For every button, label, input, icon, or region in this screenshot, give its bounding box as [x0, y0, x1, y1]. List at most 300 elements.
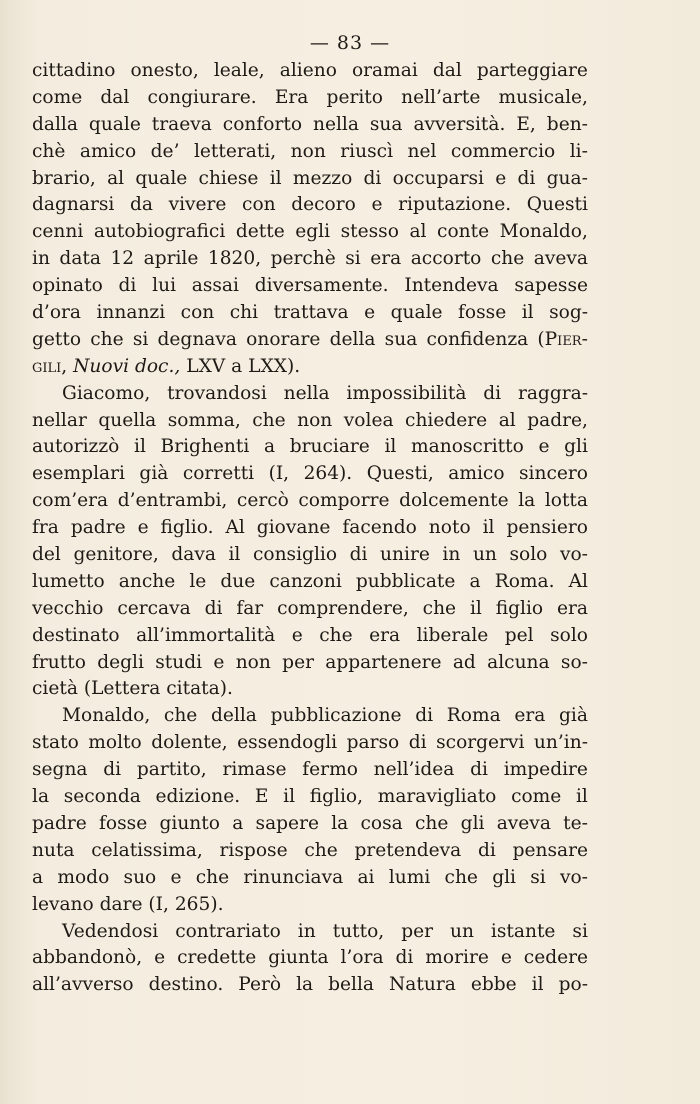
word: somma,: [167, 409, 241, 431]
text-line: [32, 327, 588, 354]
text-line: [32, 112, 588, 139]
text-line: [32, 676, 588, 703]
word: far: [236, 597, 264, 619]
word: Monaldo,: [62, 705, 151, 727]
word: seconda: [63, 786, 141, 808]
word: dagnarsi: [32, 194, 115, 216]
word: che: [304, 839, 338, 861]
text-line: [32, 246, 588, 273]
word: e: [137, 517, 149, 539]
word: suo: [123, 866, 157, 888]
word: nell’idea: [373, 759, 455, 781]
word: con: [242, 194, 276, 216]
word: autobiografici: [93, 221, 226, 243]
word: fosse: [458, 302, 507, 324]
word: data: [59, 248, 101, 270]
word: la: [518, 490, 536, 512]
word: di: [349, 544, 368, 566]
word: due: [220, 570, 256, 592]
word: parteggiare: [476, 60, 588, 81]
word: la: [32, 786, 50, 808]
word: che: [415, 812, 449, 834]
page-number: — 83 —: [309, 32, 391, 54]
word: liberale: [416, 624, 489, 646]
word: essendogli: [237, 732, 338, 754]
word: come: [511, 786, 562, 808]
text-line: [32, 865, 588, 892]
word: era: [370, 248, 402, 270]
word: all’avverso: [32, 974, 134, 996]
word: del: [32, 544, 61, 566]
word: gli: [564, 436, 588, 458]
text-line: [32, 569, 588, 596]
word: pensare: [512, 839, 588, 861]
word: il: [134, 436, 146, 458]
word: riputazione.: [398, 194, 512, 216]
word: di: [415, 705, 434, 727]
word: e: [538, 436, 550, 458]
text-line: [32, 703, 588, 730]
word: dolente,: [151, 732, 228, 754]
text-segment: Nuovi doc.,: [73, 355, 181, 377]
word: mezzo: [292, 167, 353, 189]
word: si: [345, 248, 361, 270]
word: il: [521, 302, 534, 324]
word: figlio,: [309, 786, 364, 808]
word: rispose: [219, 839, 288, 861]
word: volea: [343, 409, 394, 431]
text-line: [32, 596, 588, 623]
word: Natura: [389, 974, 456, 996]
word: di: [118, 275, 137, 297]
text-line: [32, 838, 588, 865]
word: cedere: [523, 947, 588, 969]
word: avversità.: [413, 113, 506, 135]
word: nuta: [32, 839, 75, 861]
word: aprile: [143, 248, 199, 270]
word: rinunciava: [243, 866, 344, 888]
word: da: [129, 194, 153, 216]
word: il: [531, 974, 544, 996]
word: in: [297, 920, 316, 942]
word: già: [559, 705, 588, 727]
text-line: [32, 354, 588, 381]
word: il: [269, 167, 282, 189]
word: quella: [98, 409, 157, 431]
word: impedire: [503, 759, 588, 781]
word: Questi: [526, 194, 588, 216]
word: in: [32, 248, 50, 270]
word: leale,: [213, 60, 265, 81]
word: era: [369, 624, 401, 646]
word: l’ora: [340, 947, 384, 969]
word: chiedere: [405, 409, 488, 431]
word: confidenza: [426, 328, 529, 350]
text-line: [32, 273, 588, 300]
word: e: [170, 866, 182, 888]
word: sog-: [549, 302, 588, 324]
word: 1820,: [207, 248, 262, 270]
word: maravigliato: [377, 786, 497, 808]
word: congiurare.: [147, 86, 257, 108]
word: di: [483, 382, 502, 404]
word: consiglio: [252, 544, 338, 566]
word: chiese: [198, 167, 259, 189]
word: vo-: [559, 544, 588, 566]
word: di: [103, 759, 122, 781]
word: Intendeva: [404, 275, 499, 297]
word: che: [319, 624, 353, 646]
word: scorgervi: [436, 732, 525, 754]
word: molto: [88, 732, 142, 754]
text-segment: cietà (Lettera citata).: [32, 678, 233, 700]
word: il: [469, 597, 482, 619]
word: dette: [235, 221, 285, 243]
word: Giacomo,: [62, 382, 151, 404]
word: dalla: [32, 113, 78, 135]
word: li-: [569, 140, 588, 162]
word: Brighenti: [160, 436, 250, 458]
word: te-: [563, 812, 588, 834]
word: vo-: [559, 866, 588, 888]
text-line: [32, 408, 588, 435]
word: un: [449, 920, 474, 942]
text-line: [32, 945, 588, 972]
word: che: [252, 409, 286, 431]
word: gua-: [546, 167, 588, 189]
word: noto: [428, 517, 471, 539]
word: vivere: [168, 194, 227, 216]
word: dolcemente: [399, 490, 509, 512]
word: non: [235, 651, 271, 673]
word: perchè: [270, 248, 336, 270]
word: brario,: [32, 167, 96, 189]
word: come: [32, 86, 83, 108]
word: parso: [346, 732, 400, 754]
word: giovane: [256, 517, 331, 539]
word: fra: [32, 517, 59, 539]
text-line: [32, 515, 588, 542]
word: quale: [135, 167, 188, 189]
word: che: [90, 328, 124, 350]
word: aveva: [533, 248, 588, 270]
word: partito,: [136, 759, 207, 781]
word: che: [195, 866, 230, 888]
word: anche: [118, 570, 176, 592]
word: a: [263, 436, 276, 458]
word: amico: [79, 140, 137, 162]
word: oramai: [351, 60, 418, 81]
word: musicale,: [498, 86, 588, 108]
word: alcuna: [487, 651, 550, 673]
word: il: [384, 436, 397, 458]
word: della: [211, 705, 257, 727]
word: Era: [274, 86, 309, 108]
word: canzoni: [269, 570, 342, 592]
word: so-: [560, 651, 588, 673]
word: credette: [177, 947, 257, 969]
word: di: [395, 947, 414, 969]
word: e: [154, 947, 166, 969]
word: della: [329, 328, 376, 350]
word: stesso: [340, 221, 399, 243]
word: quale: [390, 302, 443, 324]
word: non: [290, 140, 326, 162]
text-line: [32, 730, 588, 757]
text-line: [32, 542, 588, 569]
word: studi: [155, 651, 203, 673]
text-line: [32, 58, 588, 85]
word: amico: [448, 463, 505, 485]
word: opinato: [32, 275, 103, 297]
word: a: [32, 866, 44, 888]
word: E,: [516, 113, 536, 135]
word: commercio: [450, 140, 556, 162]
word: sapesse: [514, 275, 588, 297]
word: comporre: [298, 490, 390, 512]
word: d’ora: [32, 302, 81, 324]
word: Roma: [446, 705, 501, 727]
text-line: [32, 972, 588, 999]
word: manoscritto: [411, 436, 524, 458]
word: e: [213, 651, 225, 673]
word: traeva: [151, 113, 212, 135]
word: vecchio: [32, 597, 104, 619]
word: diversamente.: [254, 275, 389, 297]
word: e: [495, 167, 507, 189]
text-line: [32, 784, 588, 811]
word: che: [422, 597, 457, 619]
word: nell’arte: [401, 86, 481, 108]
word: innanzi: [96, 302, 166, 324]
word: dal: [432, 60, 462, 81]
word: non: [297, 409, 333, 431]
text-line: [32, 919, 588, 946]
word: e: [364, 302, 376, 324]
word: fosse: [99, 812, 148, 834]
word: giunta: [268, 947, 329, 969]
word: Al: [225, 517, 245, 539]
word: era: [557, 597, 588, 619]
word: il: [228, 544, 241, 566]
word: esemplari: [32, 463, 125, 485]
body-text: [32, 58, 588, 999]
word: cercava: [117, 597, 191, 619]
word: corretti: [182, 463, 255, 485]
word: era: [514, 705, 546, 727]
word: cercò: [236, 490, 289, 512]
text-line: [32, 811, 588, 838]
word: padre: [32, 812, 87, 834]
word: ai: [357, 866, 375, 888]
word: padre,: [527, 409, 588, 431]
word: tutto,: [332, 920, 385, 942]
word: lumetto: [32, 570, 105, 592]
text-line: [32, 192, 588, 219]
text-line: [32, 300, 588, 327]
text-line: [32, 219, 588, 246]
word: si: [572, 920, 588, 942]
word: pel: [504, 624, 534, 646]
word: Monaldo,: [499, 221, 588, 243]
word: conte: [437, 221, 490, 243]
word: pretendeva: [354, 839, 462, 861]
word: il: [283, 786, 296, 808]
word: de’: [150, 140, 180, 162]
word: trattava: [273, 302, 349, 324]
word: di: [363, 167, 382, 189]
text-line: [32, 381, 588, 408]
word: frutto: [32, 651, 86, 673]
word: lui: [152, 275, 177, 297]
word: onesto,: [130, 60, 199, 81]
word: un: [472, 544, 497, 566]
word: decoro: [291, 194, 356, 216]
word: contrariato: [175, 920, 281, 942]
word: edizione.: [155, 786, 241, 808]
word: Questi,: [366, 463, 434, 485]
word: chè: [32, 140, 66, 162]
text-line: [32, 650, 588, 677]
word: che: [163, 705, 198, 727]
word: già: [139, 463, 169, 485]
word: quale: [88, 113, 141, 135]
word: destino.: [148, 974, 224, 996]
word: un’in-: [533, 732, 588, 754]
word: assai: [191, 275, 239, 297]
text-line: [32, 461, 588, 488]
word: ben-: [546, 113, 588, 135]
word: all’immortalità: [136, 624, 276, 646]
word: dal: [100, 86, 130, 108]
word: letterati,: [193, 140, 277, 162]
word: di: [517, 167, 536, 189]
word: egli: [295, 221, 331, 243]
word: gli: [460, 812, 485, 834]
word: di: [408, 732, 427, 754]
word: istante: [490, 920, 556, 942]
word: gli: [492, 866, 516, 888]
word: Roma.: [494, 570, 555, 592]
word: dava: [171, 544, 216, 566]
word: la: [296, 974, 314, 996]
word: nellar: [32, 409, 87, 431]
word: fermo: [302, 759, 358, 781]
text-line: [32, 139, 588, 166]
word: Però: [238, 974, 282, 996]
word: 12: [110, 248, 135, 270]
word: trovandosi: [167, 382, 267, 404]
word: al: [409, 221, 427, 243]
word: sua: [384, 328, 418, 350]
word: ad: [452, 651, 476, 673]
word: d’entrambi,: [117, 490, 228, 512]
word: 264).: [303, 463, 353, 485]
word: al: [498, 409, 516, 431]
word: onorare: [246, 328, 321, 350]
word: nella: [312, 113, 359, 135]
word: a: [232, 812, 244, 834]
word: al: [107, 167, 125, 189]
word: bella: [328, 974, 375, 996]
word: lumi: [388, 866, 431, 888]
word: facendo: [342, 517, 417, 539]
text-line: [32, 166, 588, 193]
word: chi: [229, 302, 259, 324]
word: a: [469, 570, 481, 592]
word: per: [401, 920, 433, 942]
word: pensiero: [506, 517, 588, 539]
word: sincero: [519, 463, 588, 485]
word: che: [444, 866, 478, 888]
text-segment: LXV a LXX).: [186, 355, 301, 377]
word: occuparsi: [392, 167, 485, 189]
word: Vedendosi: [62, 920, 159, 942]
word: il: [575, 786, 588, 808]
word: ebbe: [470, 974, 517, 996]
text-line: [32, 892, 588, 919]
word: E: [254, 786, 269, 808]
word: la: [331, 812, 349, 834]
word: nella: [283, 382, 330, 404]
word: si: [132, 328, 149, 350]
word: riuscì: [340, 140, 394, 162]
word: bruciare: [289, 436, 370, 458]
word: le: [189, 570, 207, 592]
word: impossibilità: [346, 382, 467, 404]
word: e: [291, 624, 303, 646]
word: conforto: [222, 113, 303, 135]
word: morire: [425, 947, 489, 969]
text-line: [32, 488, 588, 515]
word: pubblicate: [355, 570, 456, 592]
word: in: [442, 544, 461, 566]
word: sapere: [255, 812, 319, 834]
word: aveva: [496, 812, 551, 834]
word: cosa: [360, 812, 403, 834]
word: abbandonò,: [32, 947, 143, 969]
word: com’era: [32, 490, 109, 512]
word: unire: [380, 544, 430, 566]
text-line: [32, 623, 588, 650]
word: degnava: [157, 328, 237, 350]
word: di: [204, 597, 223, 619]
word: figlio.: [160, 517, 214, 539]
word: sua: [369, 113, 403, 135]
word: lotta: [544, 490, 588, 512]
word: alieno: [279, 60, 337, 81]
word: accorto: [410, 248, 482, 270]
word: stato: [32, 732, 79, 754]
word: raggra-: [517, 382, 588, 404]
word: celatissima,: [91, 839, 203, 861]
text-line: [32, 757, 588, 784]
word: autorizzò: [32, 436, 120, 458]
word: di: [477, 839, 496, 861]
word: (Pier-: [537, 328, 588, 350]
word: cenni: [32, 221, 84, 243]
word: con: [180, 302, 215, 324]
word: destinato: [32, 624, 120, 646]
word: e: [371, 194, 383, 216]
word: giunto: [159, 812, 220, 834]
word: padre: [70, 517, 126, 539]
word: pubblicazione: [270, 705, 402, 727]
word: solo: [550, 624, 588, 646]
word: genitore,: [73, 544, 159, 566]
word: (I,: [268, 463, 290, 485]
word: di: [470, 759, 488, 781]
